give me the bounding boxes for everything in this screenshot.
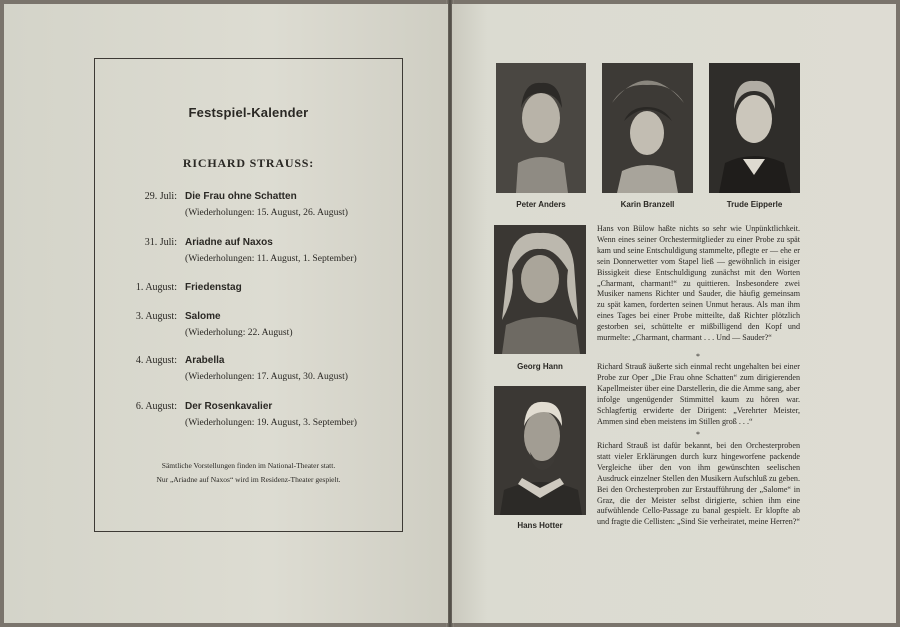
event-title: Der Rosenkavalier [185,401,273,412]
venue-note: Sämtliche Vorstellungen finden im National-Theater statt. [161,461,336,470]
caption-hans-hotter: Hans Hotter [517,521,563,530]
anecdote-buelow: Hans von Bülow haßte nichts so sehr wie Unpünktlichkeit. Wenn eines seiner Orchestermitglieder zu einer Probe zu spät kam und seine Entschuldigung stammelte, pflegte er — ehe er sein Donnerwetter vom Stapel ließ — gewöhnlich in eisiger Bissigkeit diese Entschuldigung zunächst mit den Worten „Charmant, charmant!“ zu quittieren. Insbesondere zwei Musiker namens Richter und Sauder, die häufig gemeinsam zu spät kamen, forderten seinen Unmut heraus. Als man ihm eines Tages bei einer Probe mitteilte, daß Richter plötzlich gestorben sei, schüttelte er mißbilligend den Kopf und murmelte: „Charmant, charmant . . . Und — Sauder?“ [597,224,800,343]
event-date: 31. Juli: [144,237,177,248]
event-title: Friedenstag [185,282,242,293]
festival-calendar-frame [94,58,403,532]
anecdote-separator: * [696,430,700,439]
event-date: 3. August: [135,311,177,322]
caption-peter-anders: Peter Anders [516,200,566,209]
anecdote-separator: * [696,352,700,361]
portrait-photo-hans-hotter [494,386,586,515]
event-title: Salome [185,311,221,322]
event-date: 1. August: [135,282,177,293]
event-date: 6. August: [135,401,177,412]
event-title: Ariadne auf Naxos [185,237,273,248]
event-repeats: (Wiederholung: 22. August) [185,327,293,338]
event-repeats: (Wiederholungen: 15. August, 26. August) [185,207,348,218]
composer-heading: RICHARD STRAUSS: [182,156,315,170]
event-date: 29. Juli: [144,191,177,202]
event-title: Die Frau ohne Schatten [185,191,297,202]
caption-trude-eipperle: Trude Eipperle [726,200,783,209]
calendar-title: Festspiel-Kalender [188,105,309,120]
event-title: Arabella [185,355,225,366]
portrait-photo-peter-anders [496,63,586,193]
venue-note-exception: Nur „Ariadne auf Naxos“ wird im Residenz-Theater gespielt. [156,475,341,484]
portrait-photo-karin-branzell [602,63,693,193]
caption-georg-hann: Georg Hann [517,362,563,371]
portrait-photo-georg-hann [494,225,586,354]
event-repeats: (Wiederholungen: 11. August, 1. September) [185,253,357,264]
caption-karin-branzell: Karin Branzell [620,200,675,209]
event-repeats: (Wiederholungen: 17. August, 30. August) [185,371,348,382]
portrait-photo-trude-eipperle [709,63,800,193]
event-date: 4. August: [135,355,177,366]
anecdote-amme: Richard Strauß äußerte sich einmal recht ungehalten bei einer Probe zur Oper „Die Frau ohne Schatten“ zum dirigierenden Kapellmeister über eine Darstellerin, die die Amme sang, aber infolge ungenügender Stimmittel kaum zu hören war. Schlagfertig erwiderte der Dirigent: „Verehrter Meister, Ammen sind eben meistens im Stillen groß . . .“ [597,362,800,426]
left-page [4,4,448,623]
event-repeats: (Wiederholungen: 19. August, 3. September) [185,417,357,428]
anecdote-salome: Richard Strauß ist dafür bekannt, bei den Orchesterproben statt vieler Erklärungen durch kurz hingeworfene packende Vergleiche über den von ihm gewünschten seelischen Ausdruck einzelner Stellen den Musikern Aufschluß zu geben. Bei den Orchesterproben zur Erstaufführung der „Salome“ in Graz, die der Meister selbst dirigierte, schien ihm eine aufwühlende Cello-Passage zu banal gespielt. Er klopfte ab und fragte die Cellisten: „Sind Sie verheiratet, meine Herren?“ [597,441,800,527]
